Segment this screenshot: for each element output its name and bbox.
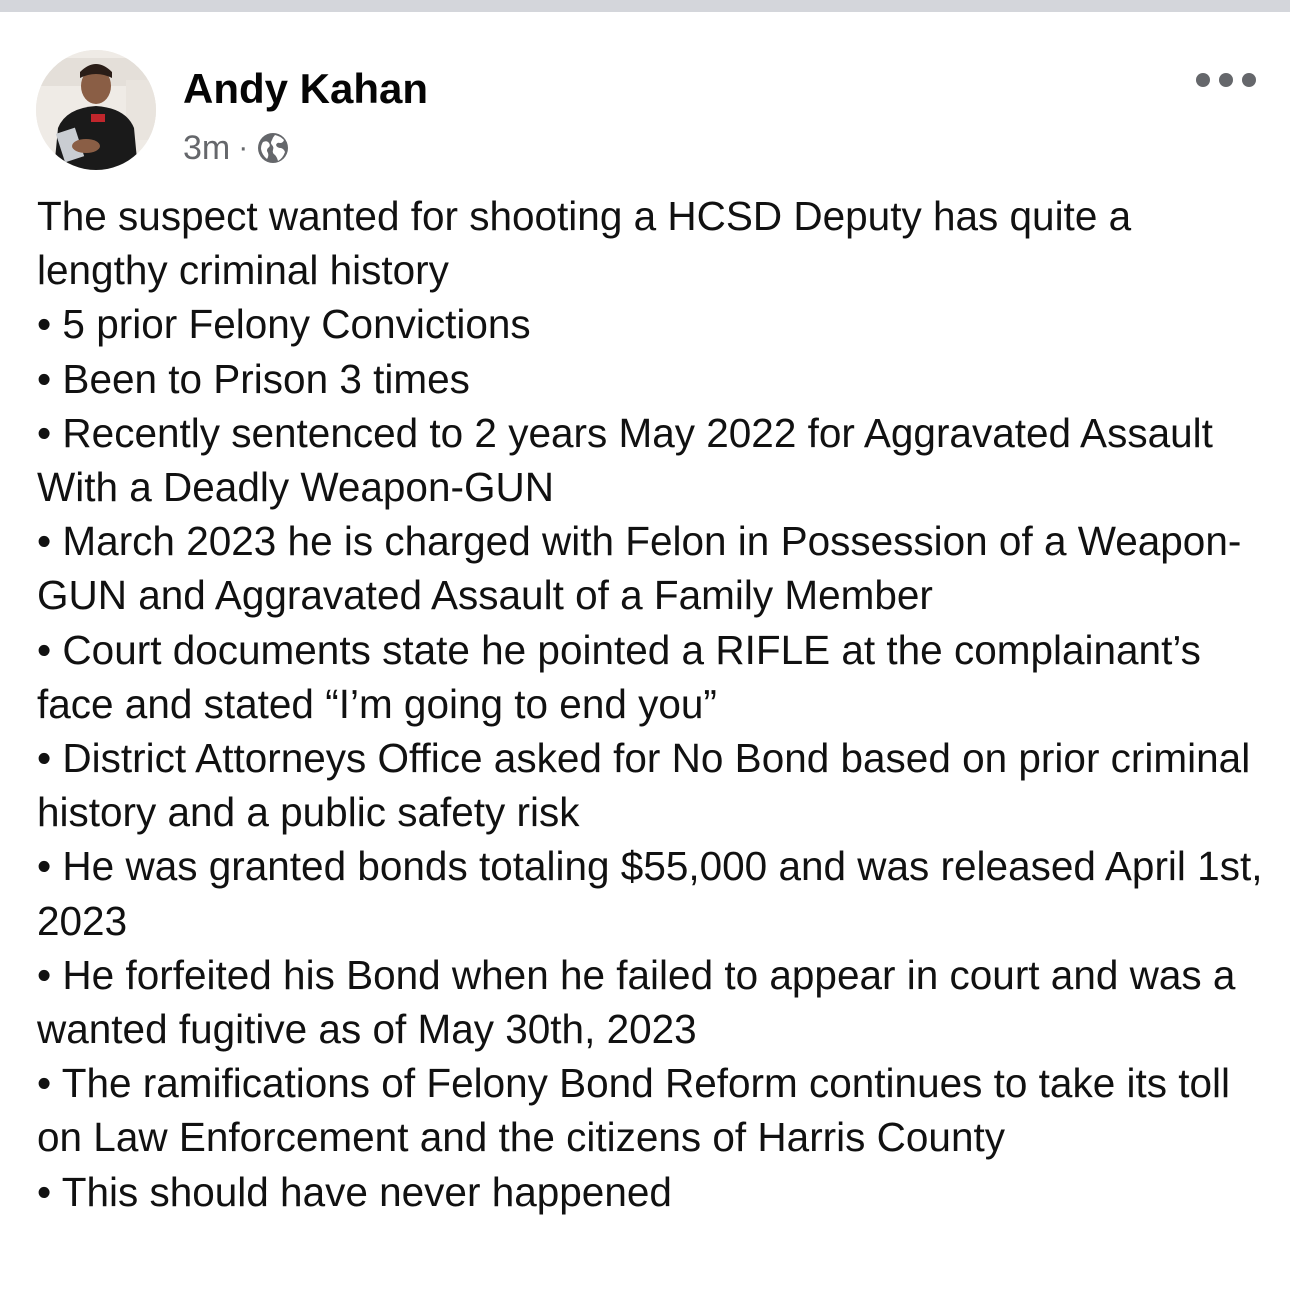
bullet-item: • 5 prior Felony Convictions xyxy=(37,301,531,348)
facebook-post xyxy=(0,12,1290,1295)
avatar[interactable] xyxy=(36,50,156,170)
bullet-item: • He was granted bonds totaling $55,000 and was released April 1st, 2023 xyxy=(37,843,1263,944)
bullet-item: • District Attorneys Office asked for No Bond based on prior criminal history and a public safety risk xyxy=(37,735,1251,836)
post-intro: The suspect wanted for shooting a HCSD Deputy has quite a lengthy criminal history xyxy=(37,193,1132,294)
timestamp[interactable]: 3m xyxy=(183,128,231,167)
bullet-item: • The ramifications of Felony Bond Reform continues to take its toll on Law Enforcement and the citizens of Harris County xyxy=(37,1060,1230,1161)
bullet-item: • March 2023 he is charged with Felon in Possession of a Weapon-GUN and Aggravated Assault of a Family Member xyxy=(37,518,1242,619)
post-meta xyxy=(183,128,290,168)
more-options-icon[interactable] xyxy=(1196,62,1256,98)
bullet-item: • He forfeited his Bond when he failed to appear in court and was a wanted fugitive as of May 30th, 2023 xyxy=(37,951,1236,1053)
more-dot xyxy=(1242,73,1256,87)
bullet-item: • This should have never happened xyxy=(37,1168,672,1215)
bullet-item: • Been to Prison 3 times xyxy=(37,355,470,402)
top-border xyxy=(0,0,1290,12)
meta-separator: · xyxy=(238,131,249,164)
more-dot xyxy=(1196,73,1210,87)
author-name[interactable]: Andy Kahan xyxy=(183,65,429,112)
more-dot xyxy=(1219,73,1233,87)
post-body xyxy=(37,189,1267,1219)
bullet-item: • Recently sentenced to 2 years May 2022 for Aggravated Assault With a Deadly Weapon-GUN xyxy=(37,409,1213,511)
globe-icon[interactable] xyxy=(256,131,290,165)
bullet-item: • Court documents state he pointed a RIFLE at the complainant’s face and stated “I’m going to end you” xyxy=(37,626,1201,727)
avatar-photo xyxy=(36,50,156,170)
